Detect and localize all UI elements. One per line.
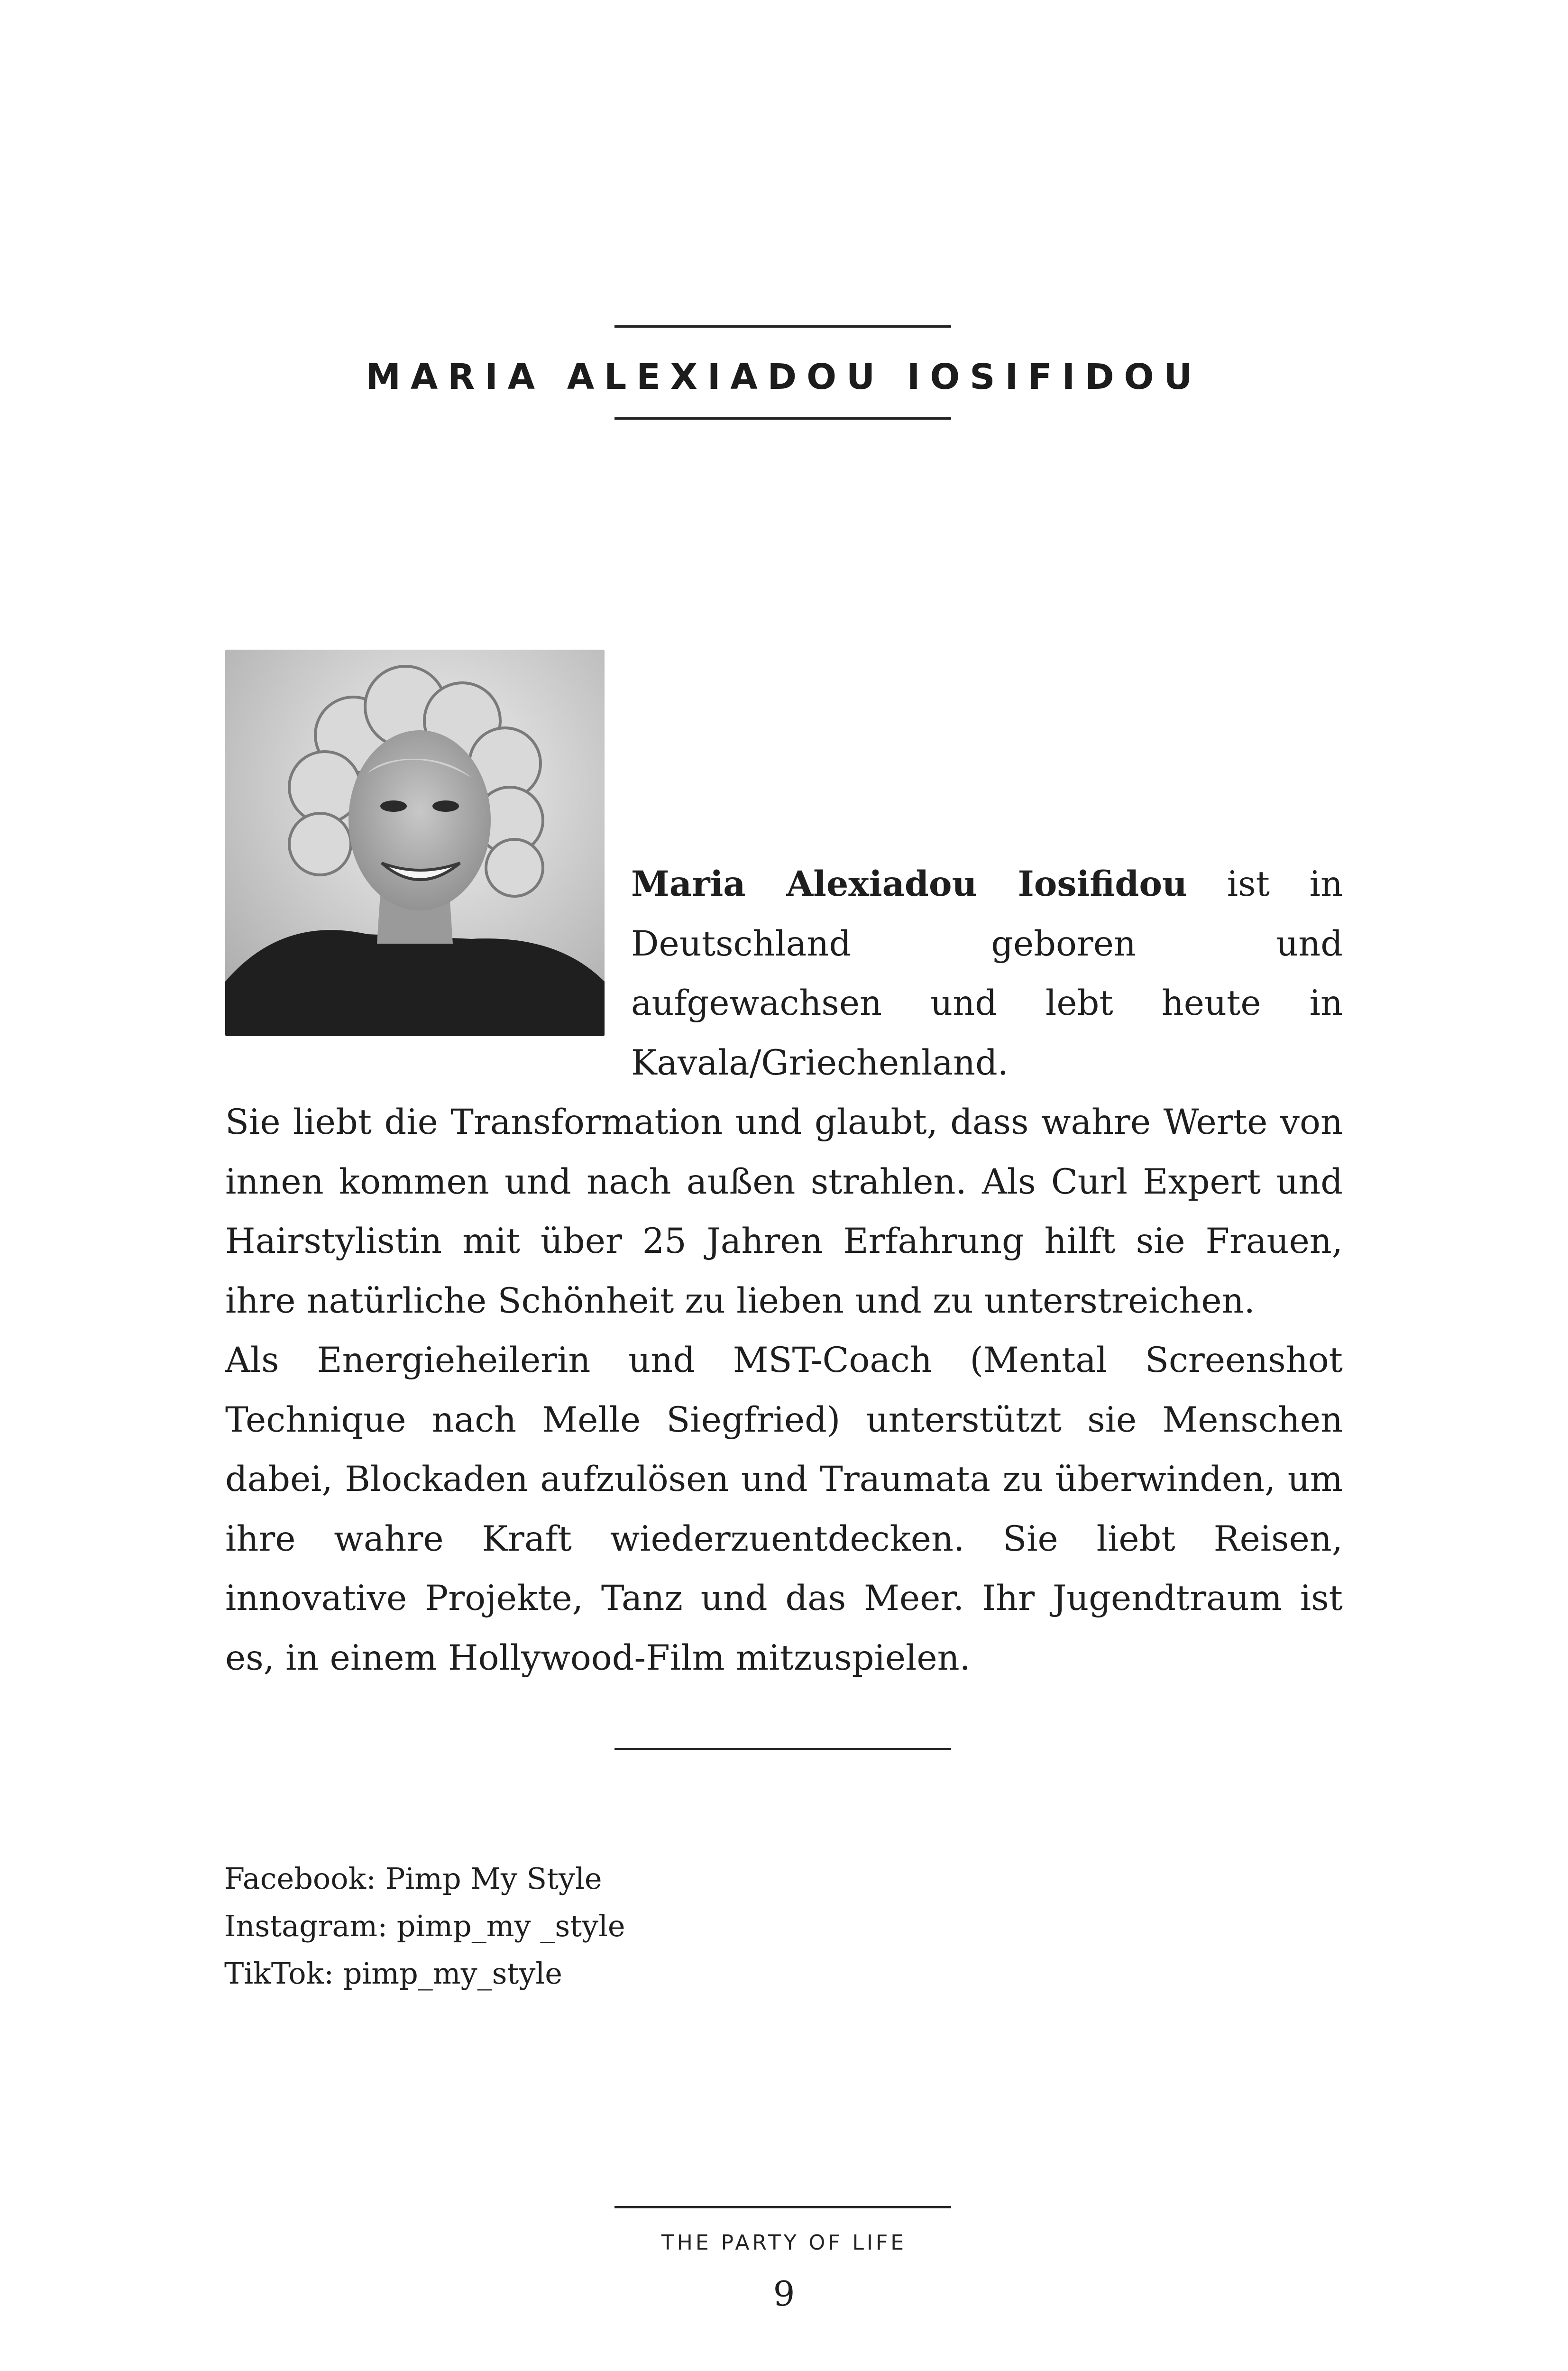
running-title: THE PARTY OF LIFE	[661, 2231, 907, 2255]
page-number: 9	[773, 2274, 795, 2314]
facebook-handle: Facebook: Pimp My Style	[224, 1861, 602, 1896]
title-divider	[614, 417, 951, 420]
top-divider	[614, 325, 951, 328]
author-name: Maria Alexiadou Iosifidou	[631, 864, 1188, 904]
social-links	[224, 1855, 625, 1997]
footer-divider	[614, 2206, 951, 2208]
instagram-handle: Instagram: pimp_my _style	[224, 1909, 625, 1943]
section-divider	[614, 1748, 951, 1750]
author-portrait	[225, 650, 605, 1036]
bio-paragraph-3: Als Energieheilerin und MST-Coach (Mental Screenshot Technique nach Melle Siegfried) unterstützt sie Menschen dabei, Blockaden aufzulösen und Traumata zu überwinden, um ihre wahre Kraft wiederzuentdecken. Sie liebt Reisen, innovative Projekte, Tanz und das Meer. Ihr Jugendtraum ist es, in einem Hollywood-Film mitzuspielen.	[225, 1340, 1343, 1678]
bio-intro: ist in Deutschland geboren und aufgewachsen und lebt heute in Kavala/Griechenland.	[631, 864, 1343, 1083]
bio-text	[225, 650, 1343, 1688]
bio-paragraph-2: Sie liebt die Transformation und glaubt, dass wahre Werte von innen kommen und nach außen strahlen. Als Curl Expert und Hairstylistin mit über 25 Jahren Erfahrung hilft sie Frauen, ihre natürliche Schönheit zu lieben und zu unterstreichen.	[225, 1102, 1343, 1321]
portrait-photo-icon	[225, 650, 605, 1036]
tiktok-handle: TikTok: pimp_my_style	[224, 1956, 562, 1991]
page-title: MARIA ALEXIADOU IOSIFIDOU	[366, 357, 1202, 397]
